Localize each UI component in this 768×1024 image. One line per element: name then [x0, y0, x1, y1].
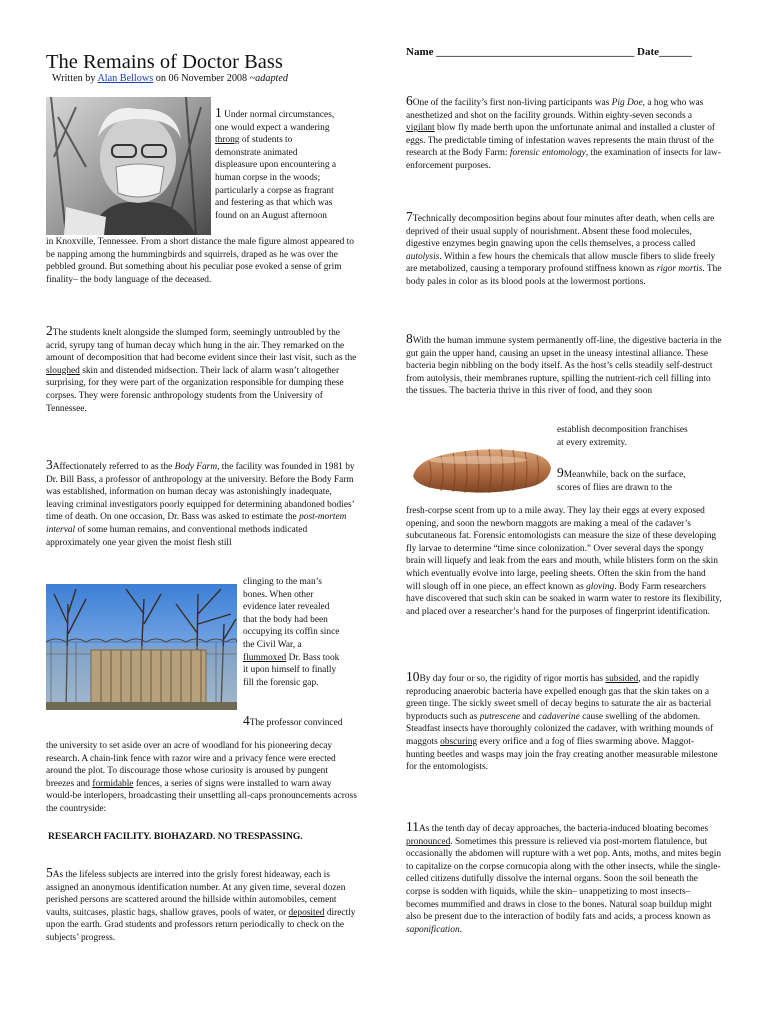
byline: [52, 72, 288, 85]
vocab-formidable: formidable: [92, 778, 134, 789]
photo-body-farm-fence: [46, 584, 237, 710]
text-line: [215, 134, 365, 147]
text-line: [557, 465, 725, 482]
text: every orifice and a fog of flies swarming above. Maggot-hunting beetles and wasps may join the fray creating another measurable milestone for the entomologists.: [406, 736, 718, 773]
text-line: occupying its coffin since: [243, 627, 340, 638]
paragraph-8: [406, 331, 722, 398]
term-body-farm: Body Farm: [174, 462, 218, 472]
text-line: establish decomposition franchises: [557, 425, 688, 435]
text-line: fill the forensic gap.: [243, 677, 319, 688]
warning-sign-text: RESEARCH FACILITY. BIOHAZARD. NO TRESPASSING.: [48, 831, 303, 842]
text-line: demonstrate animated: [215, 147, 298, 158]
paragraph-4: [46, 740, 358, 816]
text: By day four or so, the rigidity of rigor mortis has: [419, 674, 606, 684]
vocab-throng: throng: [215, 135, 240, 146]
text-line: and festering as that which was: [215, 198, 333, 209]
text: As the tenth day of decay approaches, the bacteria-induced bloating becomes: [419, 824, 709, 834]
text: With the human immune system permanently off-line, the digestive bacteria in the gut gain the upper hand, causing an upset in the uneasy intestinal alliance. These bacteria begin nibbling on the body itself. As the host’s cells steadily self-destruct from autolysis, their membranes rupture, spilling the nutrient-rich cell filling into the tissues. The bacteria thrive in this river of food, and they soon: [406, 336, 722, 397]
text-line: at every extremity.: [557, 437, 627, 448]
paragraph-number: 10: [406, 669, 420, 684]
text: .: [459, 924, 462, 935]
paragraph-number: 6: [406, 93, 413, 108]
text: . Sometimes this pressure is relieved via post-mortem flatulence, but occasionally the abdomen will rupture with a wet pop. Ants, moths, and mites begin to capitalize on the corpse cornucopia along with the other insects, while the single-celled citizens dutifully dissolve the internal organs. Soon the soil beneath the corpse is sodden with liquids, while the skin– unappetizing to most insects– becomes mummified and draws in close to the bones. Natural soap buildup might also be present due to the interaction of bodily fats and acids, a process known as: [406, 836, 722, 923]
text-line: found on an August afternoon: [215, 210, 327, 221]
page-title: The Remains of Doctor Bass: [46, 51, 283, 73]
text: fresh-corpse scent from up to a mile away. They lay their eggs at every exposed opening, and soon the newborn maggots are making a meal of the cadaver’s subcutaneous fat. Forensic entomologists can measure the size of these developing fly larvae to determine “time since colonization.” Over several days the spongy brain will liquefy and leak from the ears and mouth, while blisters form on the skin which eventually evolve into large, peeling sheets. Often the skin from the hand will slough off in one piece, an effect known as: [406, 506, 718, 592]
paragraph-9-wrap: [557, 465, 725, 494]
date-label: Date______: [637, 46, 692, 58]
paragraph-number: 9: [557, 465, 564, 480]
paragraph-8-wrap: [557, 424, 725, 449]
term-saponification: saponification: [406, 924, 460, 935]
name-date-line: [406, 46, 726, 58]
text: The professor convinced: [249, 718, 343, 728]
paragraph-6: [406, 93, 722, 173]
term-pig-doe: Pig Doe: [611, 98, 643, 108]
text: directly upon the earth. Grad students and professors return periodically to check on the subjects’ progress.: [46, 907, 356, 943]
text: fences, a series of signs were installed to warn away would-be interlopers, broadcasting their unsettling all-caps pronouncements across the countryside:: [46, 778, 357, 814]
byline-written: Written by: [52, 73, 98, 84]
text: of some human remains, and conventional methods indicated approximately one year given the moist flesh still: [46, 524, 308, 548]
text-line: displeasure upon encountering a: [215, 160, 337, 171]
text-line: clinging to the man’s: [243, 577, 322, 587]
term-cadaverine: cadaverine: [538, 711, 580, 722]
paragraph-4-start: [243, 713, 363, 730]
paragraph-3-wrap: [243, 576, 363, 689]
vocab-flummoxed: flummoxed: [243, 652, 287, 663]
paragraph-5: [46, 865, 358, 945]
paragraph-number: 5: [46, 865, 53, 880]
text: One of the facility’s first non-living participants was: [412, 98, 612, 108]
text-line: [243, 652, 363, 665]
text: , and the rapidly reproducing anaerobic bacteria have expelled enough gas that the skin takes on a green tinge. The sickly sweet smell of decay begins to saturate the air as bacterial byproducts such as: [406, 674, 712, 722]
paragraph-10: [406, 669, 722, 774]
text: . The body pales in color as its blood pools at the lowermost portions.: [406, 264, 722, 287]
vocab-obscuring: obscuring: [440, 736, 478, 747]
paragraph-number: 8: [406, 331, 413, 346]
photo-doctor-mask: [46, 97, 211, 235]
vocab-pronounced: pronounced: [406, 836, 451, 847]
text-line: bones. When other: [243, 589, 314, 600]
term-autolysis: autolysis: [406, 251, 440, 262]
paragraph-number: 1: [215, 105, 222, 120]
paragraph-number: 11: [406, 819, 419, 834]
text: . Body Farm researchers have discovered that such skin can be soaked in warm water to restore its flexibility, and placed over a researcher’s hand for the purposes of fingerprint identification.: [406, 581, 722, 617]
paragraph-3: [46, 457, 358, 549]
maggot-image: [407, 438, 555, 500]
paragraph-number: 7: [406, 209, 413, 224]
text: , the examination of insects for law-enforcement purposes.: [406, 148, 721, 171]
text: The students knelt alongside the slumped form, seemingly untroubled by the acrid, syrupy tang of human decay which hung in the air. They remarked on the amount of decomposition that had become evident since their last visit, such as the: [46, 328, 357, 364]
byline-date: on 06 November 2008: [153, 73, 250, 84]
term-post-mortem-interval: post-mortem interval: [46, 512, 347, 535]
vocab-deposited: deposited: [288, 907, 325, 918]
text: Under normal circumstances,: [221, 110, 335, 120]
photo-maggot: [407, 438, 555, 500]
paragraph-1: [215, 105, 365, 222]
text: skin and distended midsection. Their lack of alarm wasn’t altogether surprising, for they were part of the organization responsible for dumping these corpses. They were forensic anthropology students from the University of Tennessee.: [46, 365, 344, 414]
text: cause swelling of the abdomen. Steadfast insects have thoroughly colonized the cadaver, with writhing mounds of maggots: [406, 711, 714, 747]
text: Meanwhile, back on the surface,: [563, 470, 686, 480]
byline-adapted: ~adapted: [249, 73, 289, 84]
term-gloving: gloving: [586, 581, 615, 592]
text-line: one would expect a wandering: [215, 122, 330, 133]
paragraph-number: 3: [46, 457, 53, 472]
doctor-photo-image: [46, 97, 211, 235]
paragraph-11: [406, 819, 722, 936]
text-line: particularly a corpse as fragrant: [215, 185, 334, 196]
paragraph-9: [406, 505, 722, 618]
paragraph-1-rest: in Knoxville, Tennessee. From a short distance the male figure almost appeared to be napping among the hummingbirds and squirrels, draped as he was over the pebbled ground. But something about his peculiar pose evoked a sense of grim finality– the body language of the deceased.: [46, 237, 354, 285]
text: Technically decomposition begins about four minutes after death, when cells are deprived of their usual supply of nourishment. Absent these food molecules, digestive enzymes begin gnawing upon the cells themselves, a process called: [406, 214, 715, 250]
text-line: that the body had been: [243, 614, 328, 625]
vocab-sloughed: sloughed: [46, 365, 80, 376]
name-label: Name: [406, 46, 434, 58]
text: , the facility was founded in 1981 by Dr. Bill Bass, a professor of anthropology at the university. Before the Body Farm was established, information on human decay was astonishingly inadequate, leaving criminal investigators poorly equipped for determining abandoned bodies’ time of death. On one occasion, Dr. Bass was asked to estimate the: [46, 462, 355, 523]
name-blank: ____________________________________: [433, 46, 637, 58]
vocab-vigilant: vigilant: [406, 123, 435, 134]
paragraph-7: [406, 209, 722, 289]
text: Affectionately referred to as the: [52, 462, 175, 472]
text: , a hog who was anesthetized and shot on the facility grounds. Within eighty-seven seconds a: [406, 98, 704, 121]
paragraph-number: 4: [243, 713, 250, 728]
vocab-subsided: subsided: [605, 674, 639, 684]
author-link[interactable]: Alan Bellows: [97, 73, 154, 84]
text-line: scores of flies are drawn to the: [557, 482, 673, 493]
text: . Within a few hours the chemicals that allow muscle fibers to slide freely are metabolized, causing a temporary profound stiffness known as: [406, 251, 716, 275]
text-line: human corpse in the woods;: [215, 172, 321, 183]
term-forensic-entomology: forensic entomology: [509, 148, 586, 159]
fence-photo-image: [46, 584, 237, 710]
paragraph-number: 2: [46, 323, 53, 338]
text-line: the Civil War, a: [243, 639, 302, 650]
text: and: [519, 711, 539, 722]
paragraph-2: [46, 323, 358, 415]
term-rigor-mortis: rigor mortis: [656, 264, 703, 275]
text: blow fly made berth upon the unfortunate animal and installed a cluster of eggs. The predictable timing of infestation waves represents the main thrust of the research at the Body Farm:: [406, 123, 716, 159]
text-line: evidence later revealed: [243, 602, 330, 613]
term-putrescene: putrescene: [479, 711, 520, 722]
text: As the lifeless subjects are interred into the grisly forest hideaway, each is assigned an anonymous identification number. At any given time, several dozen perished persons are scattered around the hillside within automobiles, cement vaults, suitcases, plastic bags, shallow graves, pools of water, or: [46, 870, 346, 918]
text-line: it upon himself to finally: [243, 665, 337, 676]
text: of students to: [239, 135, 293, 146]
text: Dr. Bass took: [286, 652, 340, 663]
text: the university to set aside over an acre of woodland for his pioneering decay research. A chain-link fence with razor wire and a privacy fence were erected around the plot. To discourage those whose curiosity is aroused by pungent breezes and: [46, 741, 336, 789]
